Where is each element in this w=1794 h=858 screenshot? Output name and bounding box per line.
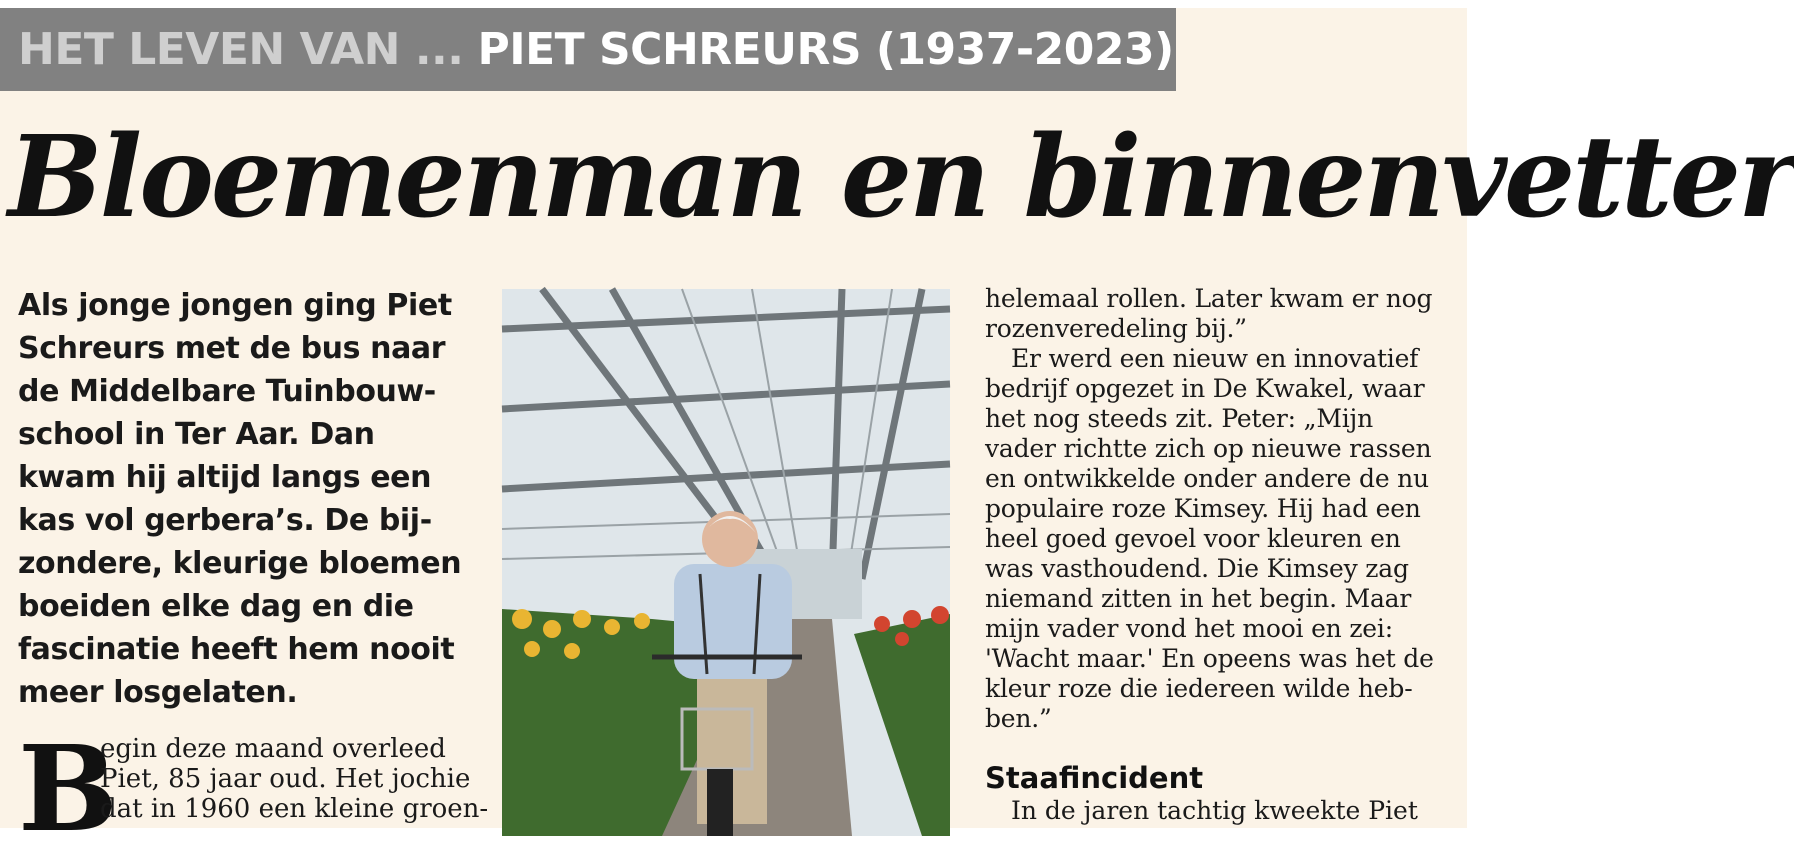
body-line: bedrijf opgezet in De Kwakel, waar (985, 374, 1425, 403)
body-text-left (100, 734, 490, 824)
intro-line: Schreurs met de bus naar (18, 331, 446, 366)
body-line: Piet, 85 jaar oud. Het jochie (100, 764, 471, 794)
body-line: helemaal rollen. Later kwam er nog (985, 284, 1433, 313)
body-line: dat in 1960 een kleine groen- (100, 794, 489, 824)
body-line: mijn vader vond het mooi en zei: (985, 614, 1393, 643)
body-line: en ontwikkelde onder andere de nu (985, 464, 1429, 493)
body-line: Er werd een nieuw en innovatief (1011, 344, 1419, 373)
intro-line: kas vol gerbera’s. De bij- (18, 503, 432, 538)
man-head (702, 511, 758, 567)
headline: Bloemenman en binnenvetter (8, 112, 1794, 243)
intro-line: school in Ter Aar. Dan (18, 417, 375, 452)
body-line: In de jaren tachtig kweekte Piet (1011, 796, 1418, 825)
body-column-right-continued (985, 796, 1455, 826)
body-line: 'Wacht maar.' En opeens was het de (985, 644, 1434, 673)
intro-line: Als jonge jongen ging Piet (18, 288, 452, 323)
article-photo (502, 289, 950, 836)
intro-line: fascinatie heeft hem nooit (18, 632, 455, 667)
body-line: niemand zitten in het begin. Maar (985, 584, 1412, 613)
man-shirt (674, 564, 792, 679)
subheading: Staafincident (985, 761, 1204, 795)
intro-paragraph (18, 284, 478, 714)
body-line: heel goed gevoel voor kleuren en (985, 524, 1401, 553)
kicker-banner (0, 8, 1176, 91)
kicker-subject: PIET SCHREURS (1937-2023) (477, 24, 1174, 75)
intro-line: boeiden elke dag en die (18, 589, 414, 624)
greenhouse-photo-illustration (502, 289, 950, 836)
drop-cap: B (18, 719, 118, 858)
bicycle-wheel (707, 769, 733, 836)
body-line: het nog steeds zit. Peter: „Mijn (985, 404, 1373, 433)
kicker-series: HET LEVEN VAN ... (18, 24, 464, 75)
body-line: ben.” (985, 704, 1052, 733)
body-line: populaire roze Kimsey. Hij had een (985, 494, 1421, 523)
intro-line: kwam hij altijd langs een (18, 460, 432, 495)
intro-line: zondere, kleurige bloemen (18, 546, 462, 581)
body-line: kleur roze die iedereen wilde heb- (985, 674, 1413, 703)
body-line: egin deze maand overleed (100, 734, 446, 764)
intro-line: meer losgelaten. (18, 675, 298, 710)
body-line: was vasthoudend. Die Kimsey zag (985, 554, 1409, 583)
newspaper-page (0, 8, 1794, 858)
body-line: vader richtte zich op nieuwe rassen (985, 434, 1432, 463)
body-column-right (985, 284, 1455, 734)
intro-line: de Middelbare Tuinbouw- (18, 374, 436, 409)
body-line: rozenveredeling bij.” (985, 314, 1247, 343)
